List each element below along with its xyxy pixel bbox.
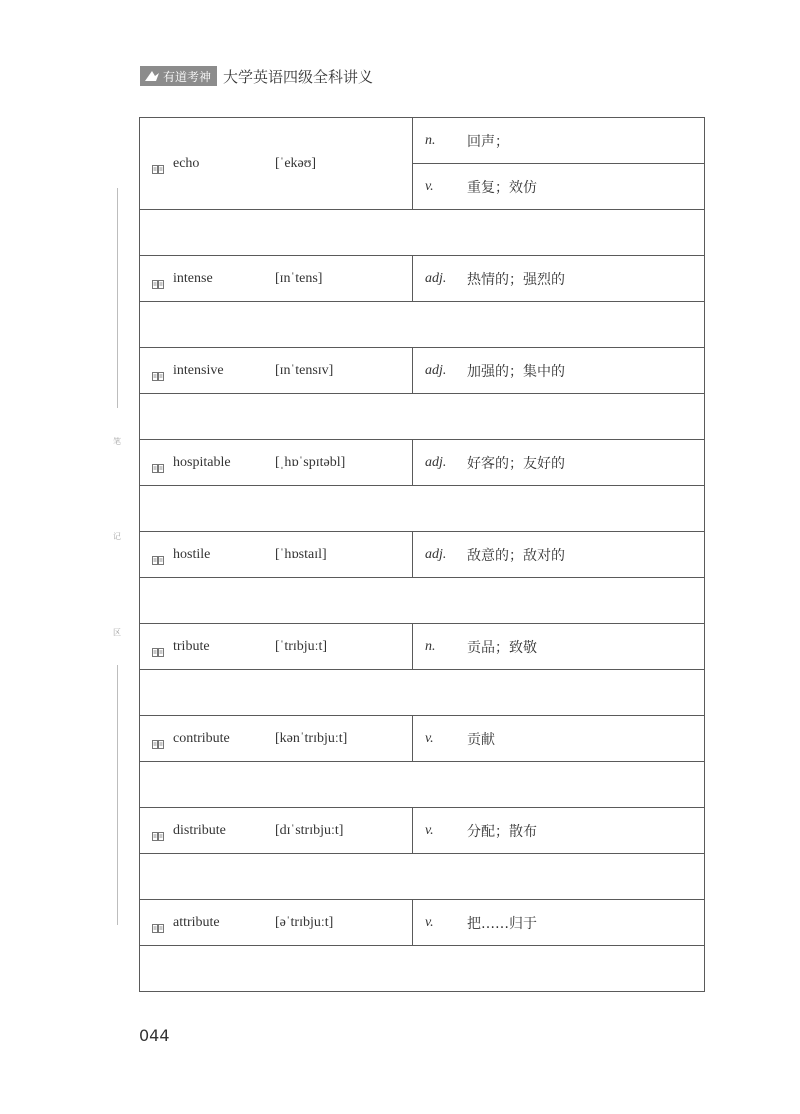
meaning: 好客的；友好的 (467, 455, 565, 472)
word: intense (173, 270, 213, 286)
word: attribute (173, 914, 220, 930)
page-number: 044 (139, 1026, 170, 1045)
book-icon (152, 366, 164, 375)
book-icon (152, 274, 164, 283)
part-of-speech: n. (425, 132, 436, 148)
note-row (140, 486, 704, 532)
meaning: 加强的；集中的 (467, 363, 565, 380)
sense-row (413, 716, 704, 761)
vocab-entry (140, 716, 704, 762)
word: hostile (173, 546, 211, 562)
senses-cell (413, 808, 704, 853)
senses-cell (413, 716, 704, 761)
notes-label-char-2: 记 (113, 532, 121, 541)
word-cell (140, 808, 413, 853)
word-cell (140, 256, 413, 301)
book-icon (152, 642, 164, 651)
part-of-speech: n. (425, 638, 436, 654)
sense-row (413, 440, 704, 485)
vocab-entry (140, 348, 704, 394)
notes-divider-bottom (117, 665, 118, 925)
phonetic: [ɪnˈtensɪv] (275, 362, 334, 378)
book-icon (152, 458, 164, 467)
phonetic: [dɪˈstrɪbjuːt] (275, 822, 344, 838)
word: echo (173, 155, 200, 171)
meaning: 分配；散布 (467, 823, 537, 840)
word-cell (140, 716, 413, 761)
part-of-speech: v. (425, 914, 434, 930)
sense-row (413, 900, 704, 945)
note-row (140, 394, 704, 440)
part-of-speech: adj. (425, 270, 447, 286)
senses-cell (413, 256, 704, 301)
brand-label: 有道考神 (163, 69, 212, 84)
meaning: 回声； (467, 133, 509, 150)
part-of-speech: adj. (425, 362, 447, 378)
sense-row (413, 256, 704, 301)
book-title: 大学英语四级全科讲义 (223, 67, 374, 86)
book-icon (152, 918, 164, 927)
sense-row (413, 163, 704, 209)
part-of-speech: adj. (425, 454, 447, 470)
phonetic: [ˈtrɪbjuːt] (275, 638, 328, 654)
word-cell (140, 532, 413, 577)
part-of-speech: adj. (425, 546, 447, 562)
vocab-entry (140, 532, 704, 578)
part-of-speech: v. (425, 178, 434, 194)
notes-label-char-3: 区 (113, 628, 121, 637)
book-icon (152, 159, 164, 168)
word-cell (140, 900, 413, 945)
word: hospitable (173, 454, 231, 470)
senses-cell (413, 900, 704, 945)
book-icon (152, 734, 164, 743)
vocab-entry (140, 118, 704, 210)
phonetic: [ɪnˈtens] (275, 270, 323, 286)
senses-cell (413, 532, 704, 577)
note-row (140, 302, 704, 348)
word: distribute (173, 822, 226, 838)
word-cell (140, 118, 413, 209)
sense-row (413, 118, 704, 163)
meaning: 贡品；致敬 (467, 639, 537, 656)
book-icon (152, 550, 164, 559)
word: tribute (173, 638, 210, 654)
note-row (140, 670, 704, 716)
sense-row (413, 348, 704, 393)
phonetic: [əˈtrɪbjuːt] (275, 914, 334, 930)
vocab-entry (140, 624, 704, 670)
notes-divider-top (117, 188, 118, 408)
word-cell (140, 624, 413, 669)
notes-label-char-1: 笔 (113, 437, 121, 446)
meaning: 贡献 (467, 731, 495, 748)
meaning: 重复；效仿 (467, 179, 537, 196)
part-of-speech: v. (425, 822, 434, 838)
vocab-entry (140, 900, 704, 946)
brand-badge (140, 66, 217, 86)
word-cell (140, 348, 413, 393)
word: intensive (173, 362, 224, 378)
word: contribute (173, 730, 230, 746)
book-icon (152, 826, 164, 835)
part-of-speech: v. (425, 730, 434, 746)
senses-cell (413, 624, 704, 669)
brand-logo-icon (144, 69, 160, 83)
vocab-entry (140, 440, 704, 486)
phonetic: [kənˈtrɪbjuːt] (275, 730, 348, 746)
word-cell (140, 440, 413, 485)
senses-cell (413, 348, 704, 393)
phonetic: [ˌhɒˈspɪtəbl] (275, 454, 346, 470)
meaning: 热情的；强烈的 (467, 271, 565, 288)
note-row (140, 578, 704, 624)
note-row (140, 762, 704, 808)
vocab-table (139, 117, 705, 992)
sense-row (413, 624, 704, 669)
sense-row (413, 532, 704, 577)
meaning: 把……归于 (467, 915, 537, 932)
phonetic: [ˈekəʊ] (275, 155, 317, 171)
sense-row (413, 808, 704, 853)
senses-cell (413, 440, 704, 485)
page-header (140, 66, 373, 86)
note-row (140, 946, 704, 992)
senses-cell (413, 118, 704, 209)
vocab-entry (140, 808, 704, 854)
note-row (140, 210, 704, 256)
note-row (140, 854, 704, 900)
meaning: 敌意的；敌对的 (467, 547, 565, 564)
vocab-entry (140, 256, 704, 302)
phonetic: [ˈhɒstaɪl] (275, 546, 327, 562)
